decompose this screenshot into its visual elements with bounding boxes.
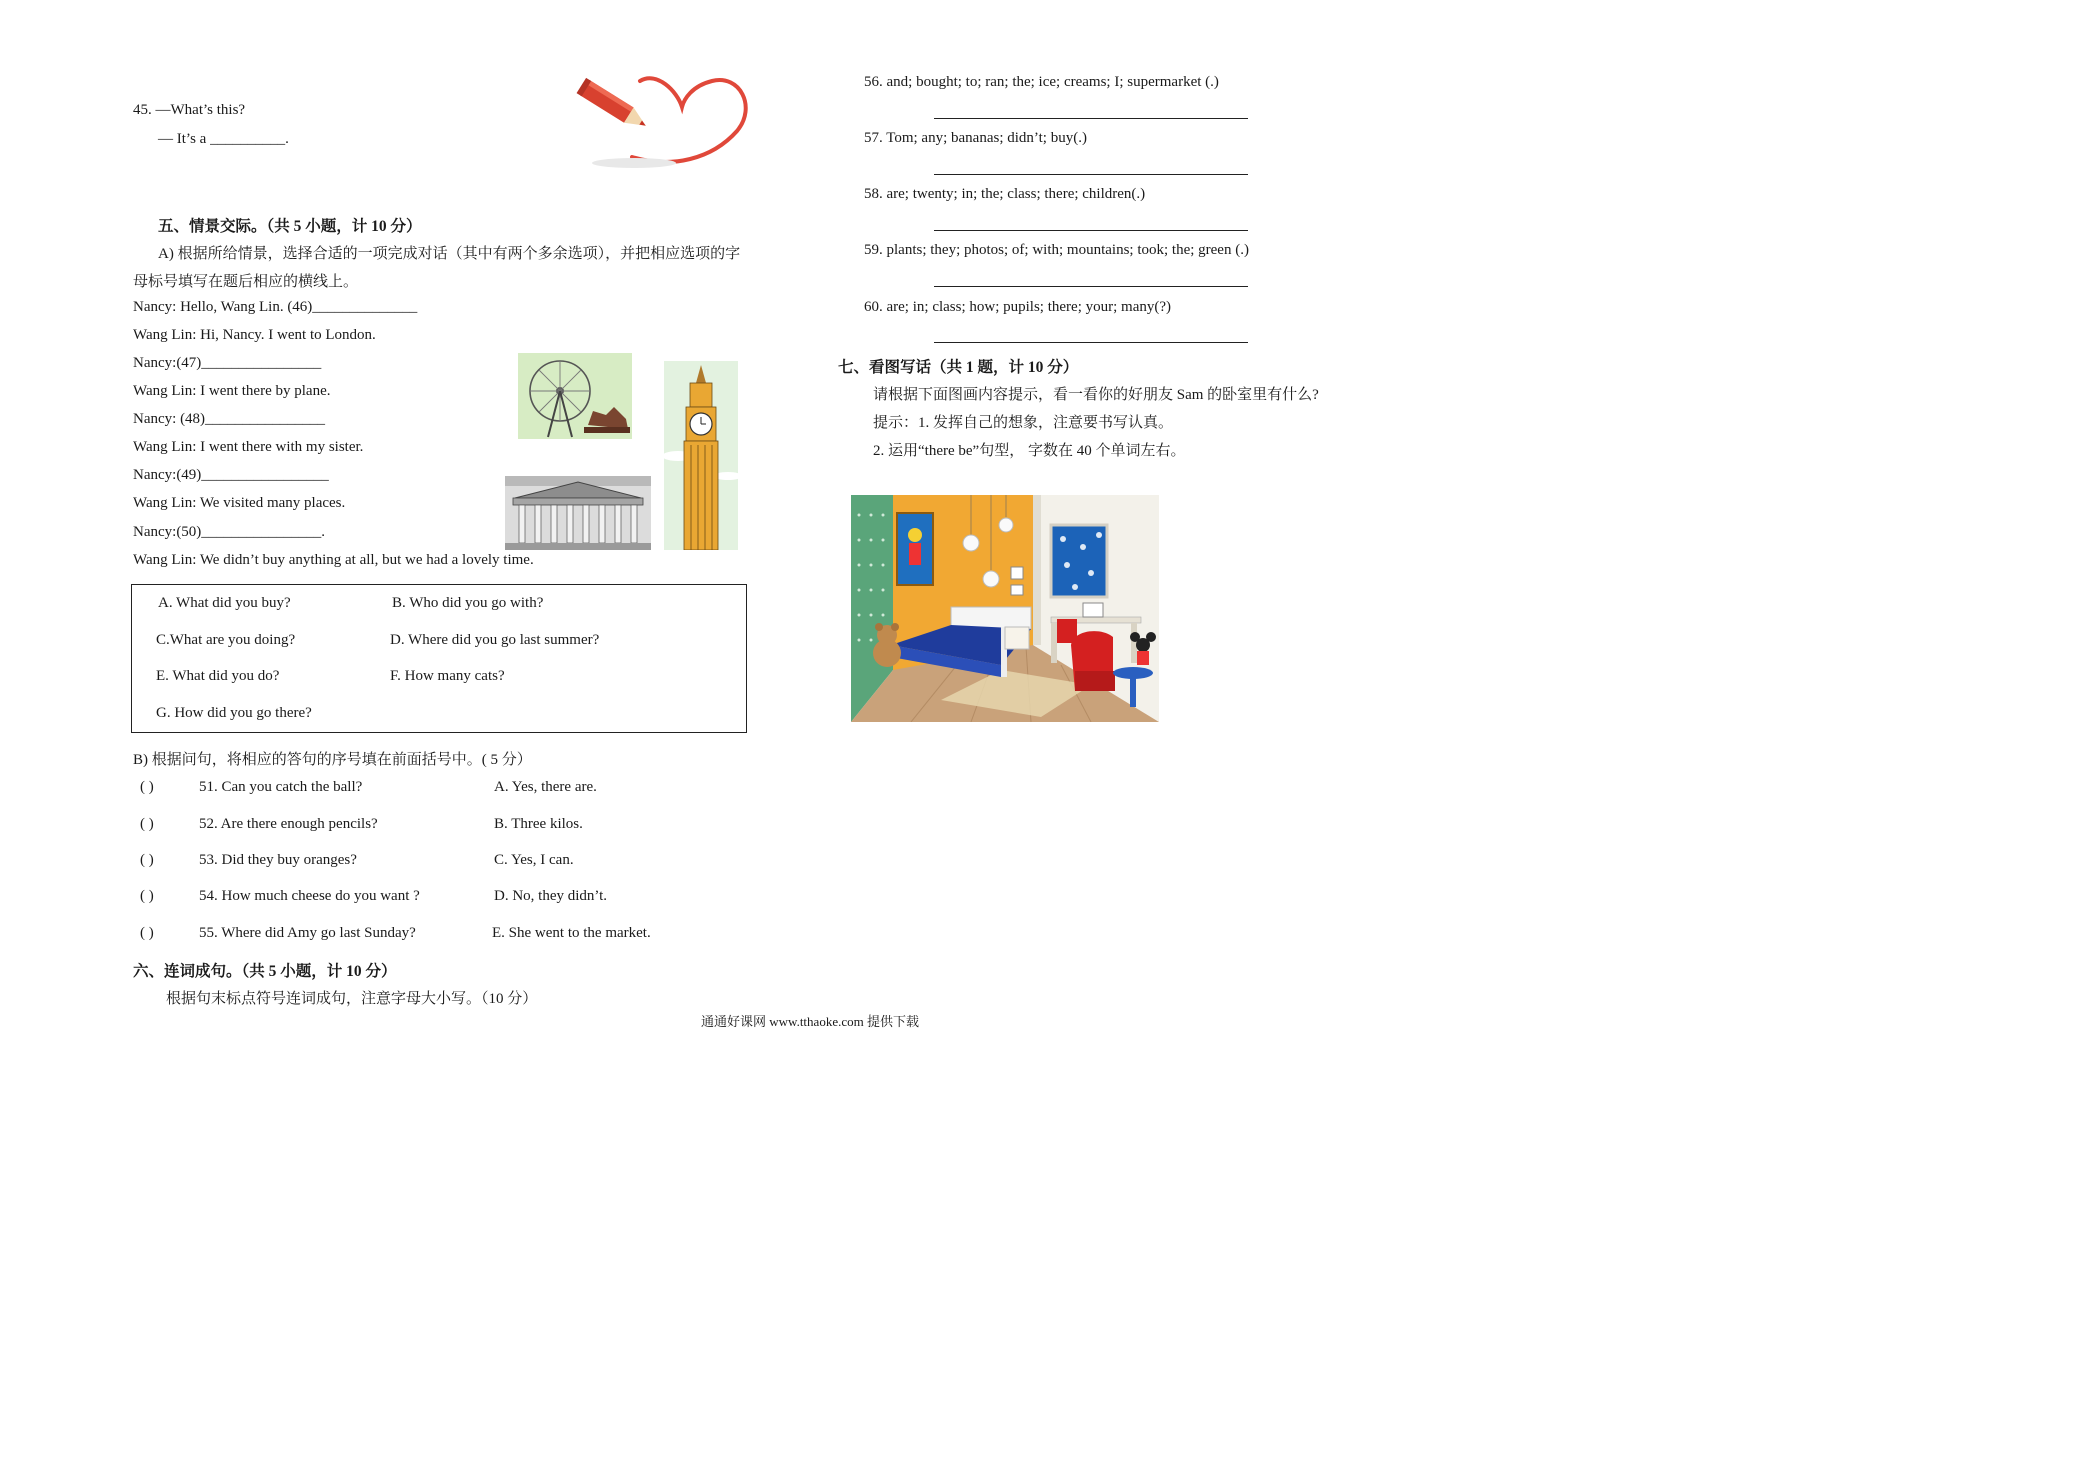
q45-answer-line: — It’s a __________.: [158, 131, 289, 147]
dialogue-line: Nancy:(49)_________________: [133, 467, 329, 483]
london-eye-illustration: [518, 353, 632, 439]
partB-answer: D. No, they didn’t.: [494, 888, 608, 904]
option-f: F. How many cats?: [390, 668, 505, 684]
answer-line: [934, 118, 1248, 119]
partB-bracket: ( ): [140, 816, 154, 832]
section5-partB-instruction: B) 根据问句，将相应的答句的序号填在前面括号中。( 5 分）: [133, 752, 532, 768]
section6-item: 56. and; bought; to; ran; the; ice; creams; I; supermarket (.): [864, 74, 1219, 90]
section6-item: 58. are; twenty; in; the; class; there; children(.): [864, 186, 1146, 202]
partB-question: 54. How much cheese do you want ?: [199, 888, 420, 904]
dialogue-line: Nancy:(50)________________.: [133, 524, 326, 540]
option-a: A. What did you buy?: [158, 595, 291, 611]
dialogue-line: Wang Lin: I went there with my sister.: [133, 439, 364, 455]
option-g: G. How did you go there?: [156, 705, 312, 721]
museum-building-illustration: [505, 476, 651, 550]
option-c: C.What are you doing?: [156, 632, 296, 648]
answer-line: [934, 342, 1248, 343]
dialogue-line: Nancy: Hello, Wang Lin. (46)______________: [133, 299, 418, 315]
section7-hint2: 2. 运用“there be”句型， 字数在 40 个单词左右。: [873, 443, 1186, 459]
section5-partA-instruction-line1: A) 根据所给情景，选择合适的一项完成对话（其中有两个多余选项），并把相应选项的字: [158, 246, 741, 262]
dialogue-line: Wang Lin: We visited many places.: [133, 495, 346, 511]
partB-question: 53. Did they buy oranges?: [199, 852, 357, 868]
section6-instruction: 根据句末标点符号连词成句，注意字母大小写。（10 分）: [166, 991, 538, 1007]
partB-bracket: ( ): [140, 888, 154, 904]
partB-question: 52. Are there enough pencils?: [199, 816, 378, 832]
dialogue-line: Wang Lin: I went there by plane.: [133, 383, 331, 399]
dialogue-line: Wang Lin: We didn’t buy anything at all, but we had a lovely time.: [133, 552, 534, 568]
partB-bracket: ( ): [140, 852, 154, 868]
section6-item: 59. plants; they; photos; of; with; mountains; took; the; green (.): [864, 242, 1249, 258]
section6-item: 57. Tom; any; bananas; didn’t; buy(.): [864, 130, 1087, 146]
section5-partA-instruction-line2: 母标号填写在题后相应的横线上。: [133, 274, 359, 290]
dialogue-line: Nancy:(47)________________: [133, 355, 322, 371]
section7-title: 七、看图写话（共 1 题，计 10 分）: [838, 359, 1079, 376]
pencil-heart-illustration: [572, 69, 750, 175]
partB-question: 55. Where did Amy go last Sunday?: [199, 925, 416, 941]
partB-bracket: ( ): [140, 925, 154, 941]
partB-answer: A. Yes, there are.: [494, 779, 597, 795]
big-ben-illustration: [664, 361, 738, 550]
answer-line: [934, 174, 1248, 175]
section7-prompt: 请根据下面图画内容提示，看一看你的好朋友 Sam 的卧室里有什么?: [873, 387, 1319, 403]
bedroom-illustration: [851, 495, 1159, 722]
partB-answer: B. Three kilos.: [494, 816, 583, 832]
option-d: D. Where did you go last summer?: [390, 632, 600, 648]
section6-item: 60. are; in; class; how; pupils; there; your; many(?): [864, 299, 1172, 315]
answer-line: [934, 286, 1248, 287]
dialogue-line: Nancy: (48)________________: [133, 411, 326, 427]
answer-line: [934, 230, 1248, 231]
section5-title: 五、情景交际。（共 5 小题，计 10 分）: [158, 218, 422, 235]
section6-title: 六、连词成句。（共 5 小题，计 10 分）: [133, 963, 397, 980]
q45-question: 45. —What’s this?: [133, 102, 246, 118]
option-e: E. What did you do?: [156, 668, 280, 684]
section7-hint1: 提示：1. 发挥自己的想象，注意要书写认真。: [873, 415, 1174, 431]
partB-bracket: ( ): [140, 779, 154, 795]
page-footer: 通通好课网 www.tthaoke.com 提供下载: [701, 1014, 919, 1029]
partB-answer: C. Yes, I can.: [494, 852, 574, 868]
dialogue-line: Wang Lin: Hi, Nancy. I went to London.: [133, 327, 376, 343]
partB-question: 51. Can you catch the ball?: [199, 779, 363, 795]
partB-answer: E. She went to the market.: [492, 925, 651, 941]
option-b: B. Who did you go with?: [392, 595, 544, 611]
